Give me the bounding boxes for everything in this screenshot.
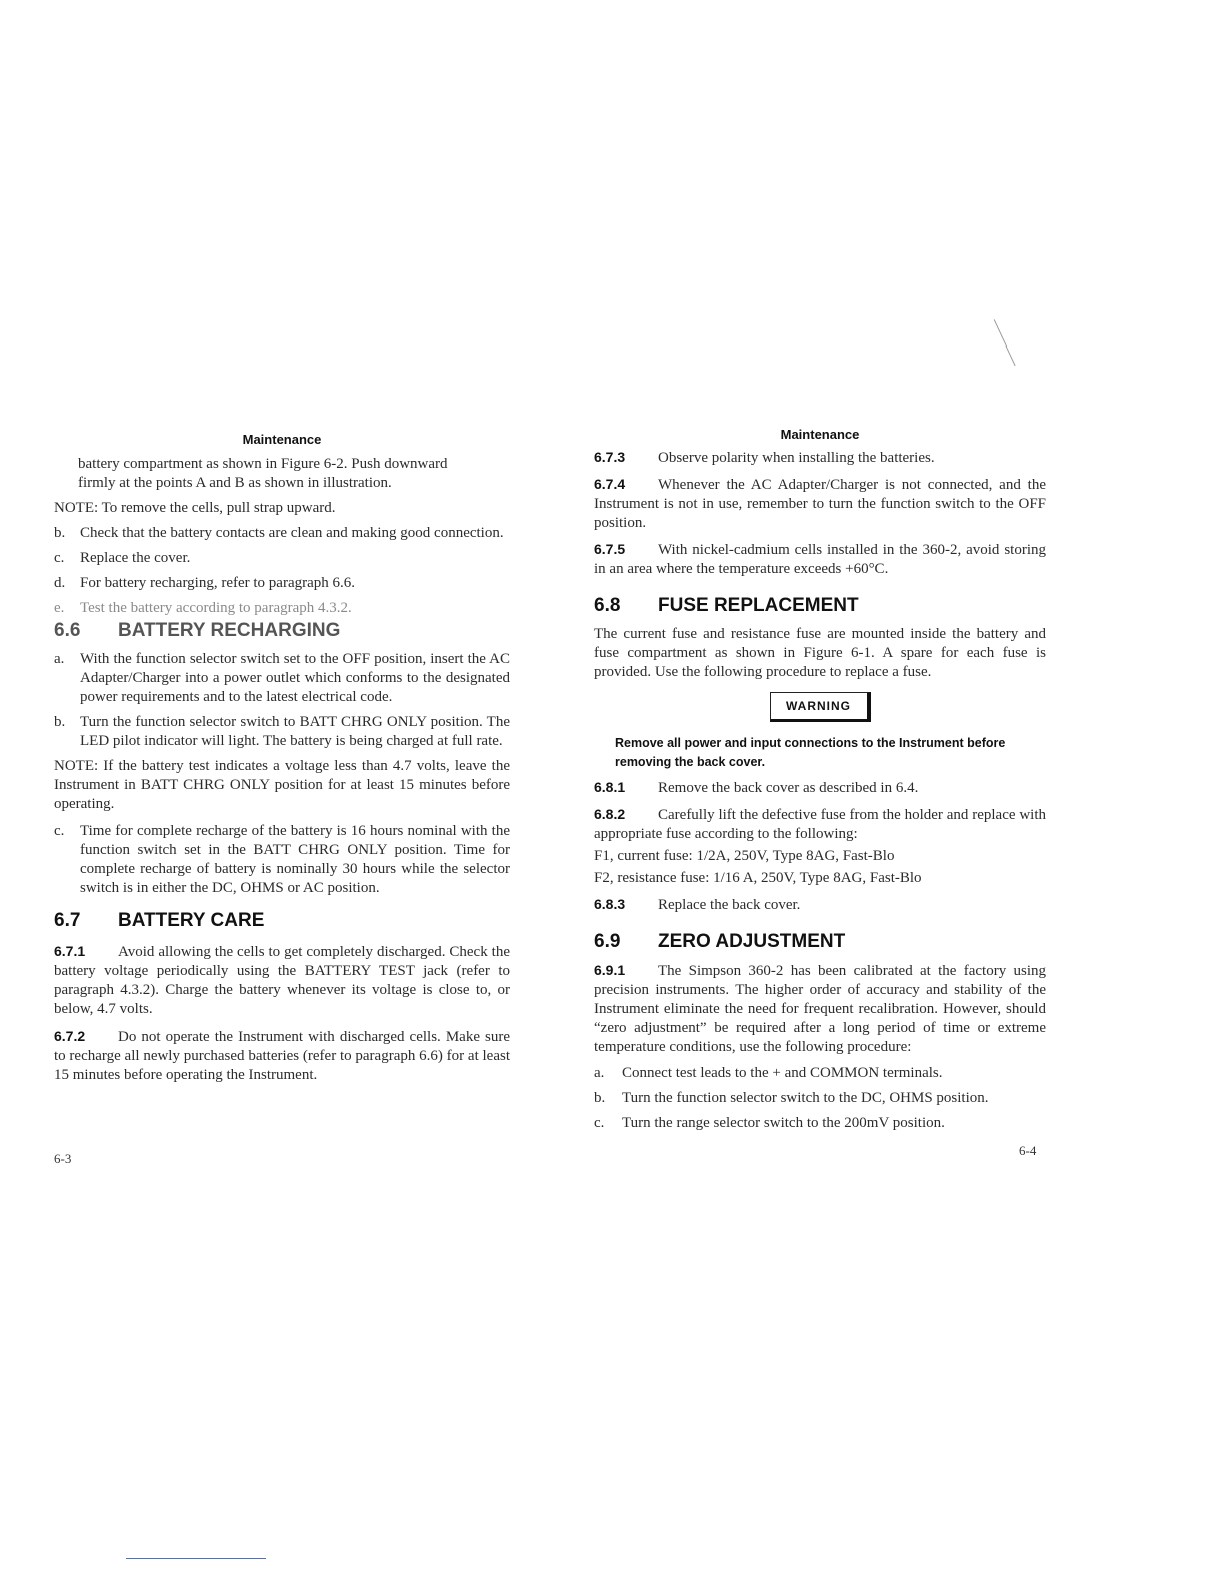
list-item: a. Connect test leads to the + and COMMON terminals. — [594, 1065, 943, 1081]
paragraph: 6.8.2 Carefully lift the defective fuse from the holder and replace with appropriate fuse according to the following: — [594, 806, 1046, 842]
list-item: c. Turn the range selector switch to the 200mV position. — [594, 1115, 945, 1131]
page-header: Maintenance — [242, 432, 322, 447]
paragraph: The current fuse and resistance fuse are mounted inside the battery and fuse compartment as shown in Figure 6-1. A spare for each fuse is provided. Use the following procedure to replace a fuse. — [594, 626, 1046, 680]
page-number: 6-4 — [1019, 1143, 1037, 1158]
intro-line: battery compartment as shown in Figure 6-2. Push downward — [78, 456, 448, 472]
intro-line: firmly at the points A and B as shown in illustration. — [78, 475, 392, 491]
left-page — [54, 432, 510, 1085]
page-header: Maintenance — [780, 427, 860, 442]
paragraph: 6.9.1 The Simpson 360-2 has been calibrated at the factory using precision instruments. The higher order of accuracy and stability of the Instrument eliminate the need for frequent recalibration. However, should “zero adjustment” be required after a long period of time or extreme temperature conditions, use the following procedure: — [594, 962, 1046, 1055]
warning-text: Remove all power and input connections to the Instrument before removing the back cover. — [615, 736, 1006, 769]
paragraph: 6.7.1 Avoid allowing the cells to get completely discharged. Check the battery voltage periodically using the BATTERY TEST jack (refer to paragraph 4.3.2). Charge the battery whenever its voltage is close to, or below, 4.7 volts. — [54, 943, 510, 1017]
fuse-spec: F2, resistance fuse: 1/16 A, 250V, Type 8AG, Fast-Blo — [594, 870, 922, 886]
paragraph: 6.8.1 Remove the back cover as described in 6.4. — [594, 779, 919, 796]
edge-line — [126, 1558, 266, 1559]
right-page — [594, 427, 1046, 1133]
page-number: 6-3 — [54, 1151, 72, 1166]
scan-mark — [1005, 346, 1015, 366]
section-heading: 6.6 BATTERY RECHARGING — [54, 620, 341, 641]
list-item: b. Turn the function selector switch to the DC, OHMS position. — [594, 1090, 989, 1106]
list-item: b. Check that the battery contacts are clean and making good connection. — [54, 525, 504, 541]
section-heading: 6.8 FUSE REPLACEMENT — [594, 595, 859, 616]
list-item: d. For battery recharging, refer to paragraph 6.6. — [54, 575, 356, 591]
warning-label: WARNING — [770, 692, 871, 722]
list-item: c. Replace the cover. — [54, 550, 191, 566]
paragraph: 6.7.2 Do not operate the Instrument with discharged cells. Make sure to recharge all newly purchased batteries (refer to paragraph 6.6) for at least 15 minutes before operating the Instrument. — [54, 1028, 510, 1083]
paragraph: 6.7.3 Observe polarity when installing the batteries. — [594, 449, 935, 466]
list-item: b. Turn the function selector switch to BATT CHRG ONLY position. The LED pilot indicator will light. The battery is being charged at full rate. — [54, 714, 510, 749]
note: NOTE: If the battery test indicates a voltage less than 4.7 volts, leave the Instrument in BATT CHRG ONLY position for at least 15 minutes before operating. — [54, 758, 510, 812]
scan-mark — [994, 319, 1008, 347]
paragraph: 6.7.4 Whenever the AC Adapter/Charger is not connected, and the Instrument is not in use, remember to turn the function switch to the OFF position. — [594, 476, 1046, 531]
paragraph: 6.8.3 Replace the back cover. — [594, 896, 801, 913]
section-heading: 6.7 BATTERY CARE — [54, 910, 265, 931]
list-item: a. With the function selector switch set to the OFF position, insert the AC Adapter/Charger into a power outlet which conforms to the designated power requirements and to the latest electrical code. — [54, 651, 510, 705]
section-heading: 6.9 ZERO ADJUSTMENT — [594, 931, 846, 952]
list-item: c. Time for complete recharge of the battery is 16 hours nominal with the function switch set in the BATT CHRG ONLY position. Time for complete recharge of battery is nominally 30 hours while the selector switch is in either the DC, OHMS or AC position. — [54, 823, 510, 896]
fuse-spec: F1, current fuse: 1/2A, 250V, Type 8AG, Fast-Blo — [594, 848, 895, 864]
paragraph: 6.7.5 With nickel-cadmium cells installed in the 360-2, avoid storing in an area where the temperature exceeds +60°C. — [594, 541, 1046, 577]
note: NOTE: To remove the cells, pull strap upward. — [54, 500, 336, 516]
list-item: e. Test the battery according to paragraph 4.3.2. — [54, 600, 352, 616]
